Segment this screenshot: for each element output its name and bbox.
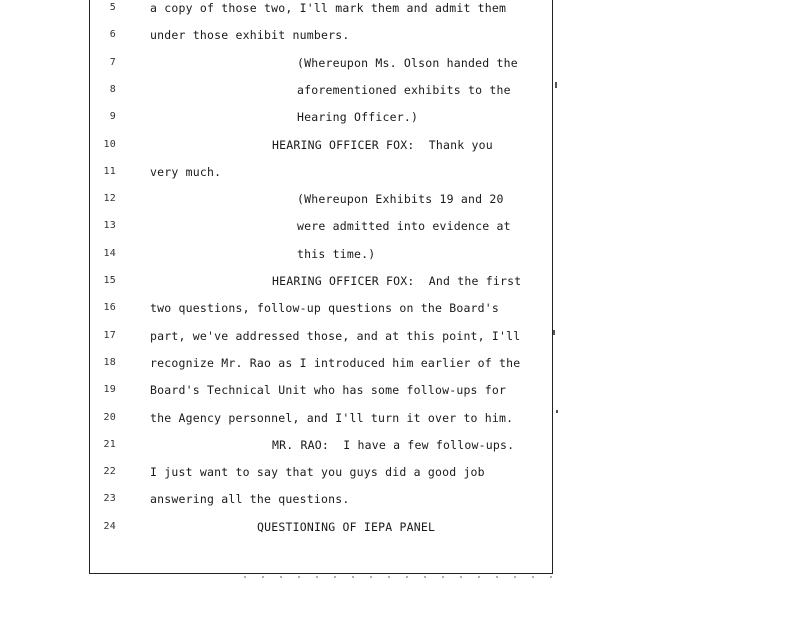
transcript-line-text: Board's Technical Unit who has some follow-ups for <box>150 383 507 397</box>
line-number: 9 <box>109 111 116 122</box>
transcript-line-text: recognize Mr. Rao as I introduced him earlier of the <box>150 356 521 370</box>
line-number: 20 <box>103 412 116 423</box>
line-number: 7 <box>109 57 116 68</box>
scan-speck <box>553 330 555 335</box>
transcript-line-text: aforementioned exhibits to the <box>297 83 511 97</box>
line-number: 13 <box>103 220 116 231</box>
scan-speck <box>555 82 557 88</box>
line-number: 10 <box>103 139 116 150</box>
line-number: 6 <box>109 29 116 40</box>
line-number: 19 <box>103 384 116 395</box>
scan-speck <box>556 410 558 413</box>
line-number: 22 <box>103 466 116 477</box>
transcript-line-text: Hearing Officer.) <box>297 110 419 124</box>
line-number: 17 <box>103 330 116 341</box>
line-number: 23 <box>103 493 116 504</box>
transcript-line-text: under those exhibit numbers. <box>150 28 350 42</box>
line-number: 21 <box>103 439 116 450</box>
transcript-line-text: part, we've addressed those, and at this point, I'll <box>150 329 521 343</box>
transcript-line-text: answering all the questions. <box>150 492 350 506</box>
transcript-line-text: very much. <box>150 165 222 179</box>
transcript-line-text: QUESTIONING OF IEPA PANEL <box>257 520 436 534</box>
transcript-line-text: I just want to say that you guys did a good job <box>150 465 485 479</box>
transcript-line-text: two questions, follow-up questions on the Board's <box>150 301 500 315</box>
scan-dots <box>236 576 556 578</box>
line-number: 12 <box>103 193 116 204</box>
line-number: 11 <box>103 166 116 177</box>
line-number: 18 <box>103 357 116 368</box>
transcript-line-text: MR. RAO: I have a few follow-ups. <box>272 438 515 452</box>
transcript-line-text: HEARING OFFICER FOX: And the first <box>272 274 522 288</box>
transcript-line-text: (Whereupon Ms. Olson handed the <box>297 56 518 70</box>
transcript-line-text: HEARING OFFICER FOX: Thank you <box>272 138 493 152</box>
line-number: 5 <box>109 2 116 13</box>
line-number: 14 <box>103 248 116 259</box>
line-number: 15 <box>103 275 116 286</box>
transcript-line-text: the Agency personnel, and I'll turn it over to him. <box>150 411 514 425</box>
transcript-line-text: this time.) <box>297 247 376 261</box>
line-number: 16 <box>103 302 116 313</box>
transcript-line-text: were admitted into evidence at <box>297 219 511 233</box>
line-number: 8 <box>109 84 116 95</box>
transcript-line-text: a copy of those two, I'll mark them and admit them <box>150 1 507 15</box>
line-number: 24 <box>103 521 116 532</box>
transcript-line-text: (Whereupon Exhibits 19 and 20 <box>297 192 504 206</box>
